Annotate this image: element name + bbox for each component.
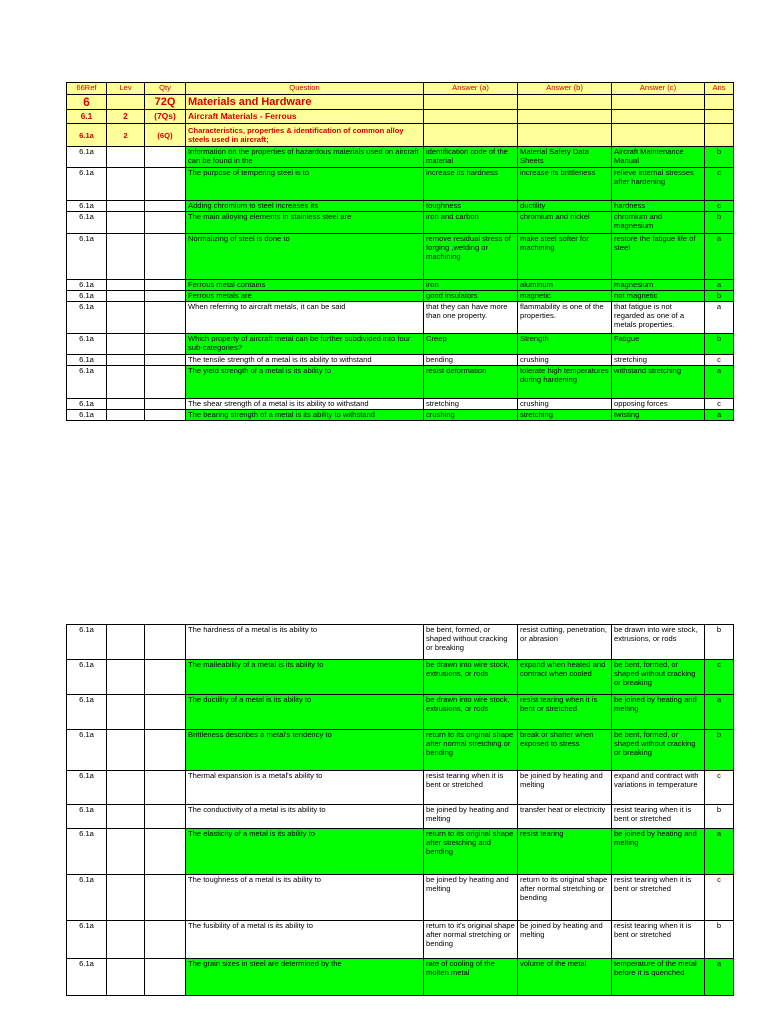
lev-cell: [107, 291, 145, 302]
answer-key-cell: c: [705, 168, 734, 201]
lev-cell: [107, 366, 145, 399]
qty-cell: [145, 366, 186, 399]
question-cell: The toughness of a metal is its ability to: [186, 875, 424, 921]
answer-a-cell: stretching: [424, 399, 518, 410]
ref-cell: 6.1a: [67, 410, 107, 421]
answer-c-cell: magnesium: [612, 280, 705, 291]
answer-key-cell: a: [705, 280, 734, 291]
section-qty: (7Qs): [145, 110, 186, 124]
answer-key-cell: c: [705, 771, 734, 805]
question-cell: Which property of aircraft metal can be further subdivided into four sub-categories?: [186, 334, 424, 355]
question-cell: The conductivity of a metal is its ability to: [186, 805, 424, 829]
answer-key-cell: c: [705, 355, 734, 366]
answer-b-cell: Strength: [518, 334, 612, 355]
question-cell: Information on the properties of hazardous materials used on aircraft can be found in the: [186, 147, 424, 168]
answer-a-cell: increase its hardness: [424, 168, 518, 201]
question-cell: Adding chromium to steel increases its: [186, 201, 424, 212]
answer-b-cell: magnetic: [518, 291, 612, 302]
table-row: [67, 291, 734, 302]
question-cell: Ferrous metal contains: [186, 280, 424, 291]
table-row: [67, 168, 734, 201]
answer-c-cell: be bent, formed, or shaped without cracking or breaking: [612, 660, 705, 695]
section-qty: 72Q: [145, 95, 186, 110]
ref-cell: 6.1a: [67, 730, 107, 771]
answer-a-cell: resist deformation: [424, 366, 518, 399]
answer-key-cell: a: [705, 366, 734, 399]
answer-key-cell: a: [705, 695, 734, 730]
section-lev: 2: [107, 110, 145, 124]
answer-c-cell: expand and contract with variations in temperature: [612, 771, 705, 805]
question-cell: Normalizing of steel is done to: [186, 234, 424, 280]
qty-cell: [145, 280, 186, 291]
answer-c-cell: hardness: [612, 201, 705, 212]
question-cell: Thermal expansion is a metal's ability to: [186, 771, 424, 805]
question-cell: The tensile strength of a metal is its ability to withstand: [186, 355, 424, 366]
lev-cell: [107, 234, 145, 280]
answer-b-cell: chromium and nickel: [518, 212, 612, 234]
answer-b-cell: expand when heated and contract when cooled: [518, 660, 612, 695]
table-row: [67, 280, 734, 291]
lev-cell: [107, 805, 145, 829]
qty-cell: [145, 730, 186, 771]
answer-a-cell: toughness: [424, 201, 518, 212]
table-row: [67, 334, 734, 355]
section-row-topic: [67, 124, 734, 147]
answer-key-cell: b: [705, 147, 734, 168]
answer-key-cell: c: [705, 201, 734, 212]
answer-c-cell: temperature of the metal before it is quenched: [612, 959, 705, 996]
answer-b-cell: return to its original shape after normal stretching or bending: [518, 875, 612, 921]
table-row: [67, 410, 734, 421]
lev-cell: [107, 302, 145, 334]
answer-b-cell: crushing: [518, 399, 612, 410]
lev-cell: [107, 959, 145, 996]
ref-cell: 6.1a: [67, 334, 107, 355]
answer-a-cell: rate of cooling of the molten metal: [424, 959, 518, 996]
question-cell: The elasticity of a metal is its ability to: [186, 829, 424, 875]
header-66ref: 66Ref: [67, 83, 107, 95]
answer-c-cell: be bent, formed, or shaped without cracking or breaking: [612, 730, 705, 771]
answer-b-cell: make steel softer for machining: [518, 234, 612, 280]
section-lev: [107, 95, 145, 110]
answer-key-cell: b: [705, 212, 734, 234]
qty-cell: [145, 829, 186, 875]
answer-a-cell: be drawn into wire stock, extrusions, or rods: [424, 695, 518, 730]
answer-c-cell: stretching: [612, 355, 705, 366]
answer-c-cell: chromium and magnesium: [612, 212, 705, 234]
qty-cell: [145, 410, 186, 421]
answer-key-cell: b: [705, 730, 734, 771]
answer-key-cell: b: [705, 921, 734, 959]
answer-a-cell: be joined by heating and melting: [424, 805, 518, 829]
answer-key-cell: b: [705, 625, 734, 660]
question-cell: The hardness of a metal is its ability to: [186, 625, 424, 660]
ref-cell: 6.1a: [67, 771, 107, 805]
answer-a-cell: iron: [424, 280, 518, 291]
table-row: [67, 695, 734, 730]
qty-cell: [145, 355, 186, 366]
qty-cell: [145, 625, 186, 660]
lev-cell: [107, 730, 145, 771]
answer-a-cell: crushing: [424, 410, 518, 421]
lev-cell: [107, 625, 145, 660]
section-lev: 2: [107, 124, 145, 147]
answer-c-cell: relieve internal stresses after hardening: [612, 168, 705, 201]
table-row: [67, 625, 734, 660]
qty-cell: [145, 234, 186, 280]
answer-a-cell: identification code of the material: [424, 147, 518, 168]
answer-a-cell: return to its original shape after normal stretching or bending: [424, 730, 518, 771]
ref-cell: 6.1a: [67, 291, 107, 302]
qty-cell: [145, 291, 186, 302]
answer-a-cell: be drawn into wire stock, extrusions, or rods: [424, 660, 518, 695]
answer-key-cell: c: [705, 660, 734, 695]
answer-b-cell: resist cutting, penetration, or abrasion: [518, 625, 612, 660]
lev-cell: [107, 410, 145, 421]
ref-cell: 6.1a: [67, 921, 107, 959]
answer-b-cell: be joined by heating and melting: [518, 921, 612, 959]
ref-cell: 6.1a: [67, 147, 107, 168]
answer-key-cell: b: [705, 805, 734, 829]
question-cell: Brittleness describes a metal's tendency to: [186, 730, 424, 771]
answer-key-cell: a: [705, 302, 734, 334]
lev-cell: [107, 875, 145, 921]
section-qty: (6Q): [145, 124, 186, 147]
lev-cell: [107, 660, 145, 695]
answer-a-cell: resist tearing when it is bent or stretched: [424, 771, 518, 805]
table-row: [67, 805, 734, 829]
answer-key-cell: c: [705, 399, 734, 410]
answer-c-cell: opposing forces: [612, 399, 705, 410]
table-row: [67, 959, 734, 996]
qty-cell: [145, 168, 186, 201]
table-row: [67, 212, 734, 234]
section-ref: 6.1: [67, 110, 107, 124]
qty-cell: [145, 660, 186, 695]
lev-cell: [107, 212, 145, 234]
qty-cell: [145, 921, 186, 959]
header-answer-a: Answer (a): [424, 83, 518, 95]
answer-a-cell: be bent, formed, or shaped without cracking or breaking: [424, 625, 518, 660]
question-table-bottom: [66, 624, 734, 996]
answer-b-cell: Material Safety Data Sheets: [518, 147, 612, 168]
answer-b-cell: stretching: [518, 410, 612, 421]
table-row: [67, 771, 734, 805]
lev-cell: [107, 829, 145, 875]
ref-cell: 6.1a: [67, 875, 107, 921]
section-row-subject: [67, 110, 734, 124]
ref-cell: 6.1a: [67, 660, 107, 695]
answer-c-cell: be joined by heating and melting: [612, 829, 705, 875]
table-row: [67, 302, 734, 334]
answer-b-cell: break or shatter when exposed to stress: [518, 730, 612, 771]
answer-b-cell: tolerate high temperatures during hardening: [518, 366, 612, 399]
section-ref: 6: [67, 95, 107, 110]
answer-b-cell: aluminum: [518, 280, 612, 291]
table-row: [67, 201, 734, 212]
answer-b-cell: flammability is one of the properties.: [518, 302, 612, 334]
qty-cell: [145, 875, 186, 921]
ref-cell: 6.1a: [67, 625, 107, 660]
ref-cell: 6.1a: [67, 168, 107, 201]
answer-c-cell: Aircraft Maintenance Manual: [612, 147, 705, 168]
answer-key-cell: c: [705, 875, 734, 921]
answer-c-cell: restore the fatigue life of steel: [612, 234, 705, 280]
header-ans: Ans: [705, 83, 734, 95]
section-title: Aircraft Materials - Ferrous: [186, 110, 424, 124]
answer-key-cell: b: [705, 291, 734, 302]
lev-cell: [107, 334, 145, 355]
lev-cell: [107, 355, 145, 366]
question-cell: The malleability of a metal is its ability to: [186, 660, 424, 695]
ref-cell: 6.1a: [67, 212, 107, 234]
question-cell: The yield strength of a metal is its ability to: [186, 366, 424, 399]
answer-b-cell: volume of the metal: [518, 959, 612, 996]
ref-cell: 6.1a: [67, 355, 107, 366]
answer-c-cell: not magnetic: [612, 291, 705, 302]
header-answer-b: Answer (b): [518, 83, 612, 95]
answer-c-cell: resist tearing when it is bent or stretched: [612, 805, 705, 829]
answer-c-cell: withstand stretching: [612, 366, 705, 399]
answer-b-cell: increase its brittleness: [518, 168, 612, 201]
answer-a-cell: Creep: [424, 334, 518, 355]
table-row: [67, 366, 734, 399]
table-row: [67, 147, 734, 168]
header-question: Question: [186, 83, 424, 95]
header-lev: Lev: [107, 83, 145, 95]
table-row: [67, 730, 734, 771]
ref-cell: 6.1a: [67, 201, 107, 212]
answer-b-cell: transfer heat or electricity: [518, 805, 612, 829]
table-row: [67, 921, 734, 959]
answer-c-cell: Fatigue: [612, 334, 705, 355]
lev-cell: [107, 280, 145, 291]
header-qty: Qty: [145, 83, 186, 95]
answer-c-cell: that fatigue is not regarded as one of a metals properties.: [612, 302, 705, 334]
ref-cell: 6.1a: [67, 695, 107, 730]
table-row: [67, 234, 734, 280]
ref-cell: 6.1a: [67, 234, 107, 280]
answer-key-cell: b: [705, 334, 734, 355]
header-answer-c: Answer (c): [612, 83, 705, 95]
ref-cell: 6.1a: [67, 280, 107, 291]
answer-b-cell: crushing: [518, 355, 612, 366]
ref-cell: 6.1a: [67, 829, 107, 875]
qty-cell: [145, 334, 186, 355]
table-row: [67, 355, 734, 366]
ref-cell: 6.1a: [67, 805, 107, 829]
answer-key-cell: a: [705, 234, 734, 280]
answer-a-cell: good insulators: [424, 291, 518, 302]
question-cell: The main alloying elements in stainless steel are: [186, 212, 424, 234]
answer-c-cell: be joined by heating and melting: [612, 695, 705, 730]
answer-a-cell: return to it's original shape after normal stretching or bending: [424, 921, 518, 959]
answer-key-cell: a: [705, 829, 734, 875]
qty-cell: [145, 805, 186, 829]
section-ref: 6.1a: [67, 124, 107, 147]
table-row: [67, 875, 734, 921]
answer-c-cell: resist tearing when it is bent or stretched: [612, 921, 705, 959]
qty-cell: [145, 399, 186, 410]
lev-cell: [107, 399, 145, 410]
lev-cell: [107, 147, 145, 168]
qty-cell: [145, 147, 186, 168]
question-cell: The shear strength of a metal is its ability to withstand: [186, 399, 424, 410]
table-row: [67, 660, 734, 695]
answer-c-cell: resist tearing when it is bent or stretched: [612, 875, 705, 921]
question-cell: The purpose of tempering steel is to: [186, 168, 424, 201]
answer-c-cell: twisting: [612, 410, 705, 421]
qty-cell: [145, 212, 186, 234]
answer-a-cell: iron and carbon: [424, 212, 518, 234]
answer-key-cell: a: [705, 410, 734, 421]
answer-b-cell: ductility: [518, 201, 612, 212]
qty-cell: [145, 302, 186, 334]
ref-cell: 6.1a: [67, 302, 107, 334]
lev-cell: [107, 921, 145, 959]
qty-cell: [145, 959, 186, 996]
ref-cell: 6.1a: [67, 399, 107, 410]
lev-cell: [107, 695, 145, 730]
answer-a-cell: remove residual stress of forging ,welding or machining: [424, 234, 518, 280]
header-row: [67, 83, 734, 95]
qty-cell: [145, 695, 186, 730]
answer-c-cell: be drawn into wire stock, extrusions, or rods: [612, 625, 705, 660]
question-cell: Ferrous metals are: [186, 291, 424, 302]
answer-b-cell: resist tearing: [518, 829, 612, 875]
section-title: Materials and Hardware: [186, 95, 424, 110]
table-row: [67, 829, 734, 875]
qty-cell: [145, 771, 186, 805]
question-cell: The ductility of a metal is its ability to: [186, 695, 424, 730]
lev-cell: [107, 168, 145, 201]
answer-key-cell: a: [705, 959, 734, 996]
question-table-top: [66, 82, 734, 421]
answer-b-cell: resist tearing when it is bent or stretched: [518, 695, 612, 730]
answer-a-cell: return to its original shape after stretching and bending: [424, 829, 518, 875]
ref-cell: 6.1a: [67, 959, 107, 996]
answer-a-cell: be joined by heating and melting: [424, 875, 518, 921]
question-cell: The grain sizes in steel are determined by the: [186, 959, 424, 996]
qty-cell: [145, 201, 186, 212]
section-row-module: [67, 95, 734, 110]
lev-cell: [107, 201, 145, 212]
answer-a-cell: bending: [424, 355, 518, 366]
table-row: [67, 399, 734, 410]
answer-b-cell: be joined by heating and melting: [518, 771, 612, 805]
question-cell: When referring to aircraft metals, it can be said: [186, 302, 424, 334]
question-cell: The fusibility of a metal is its ability to: [186, 921, 424, 959]
ref-cell: 6.1a: [67, 366, 107, 399]
answer-a-cell: that they can have more than one property.: [424, 302, 518, 334]
section-title: Characteristics, properties & identification of common alloy steels used in aircraft;: [186, 124, 424, 147]
lev-cell: [107, 771, 145, 805]
question-cell: The bearing strength of a metal is its ability to withstand: [186, 410, 424, 421]
